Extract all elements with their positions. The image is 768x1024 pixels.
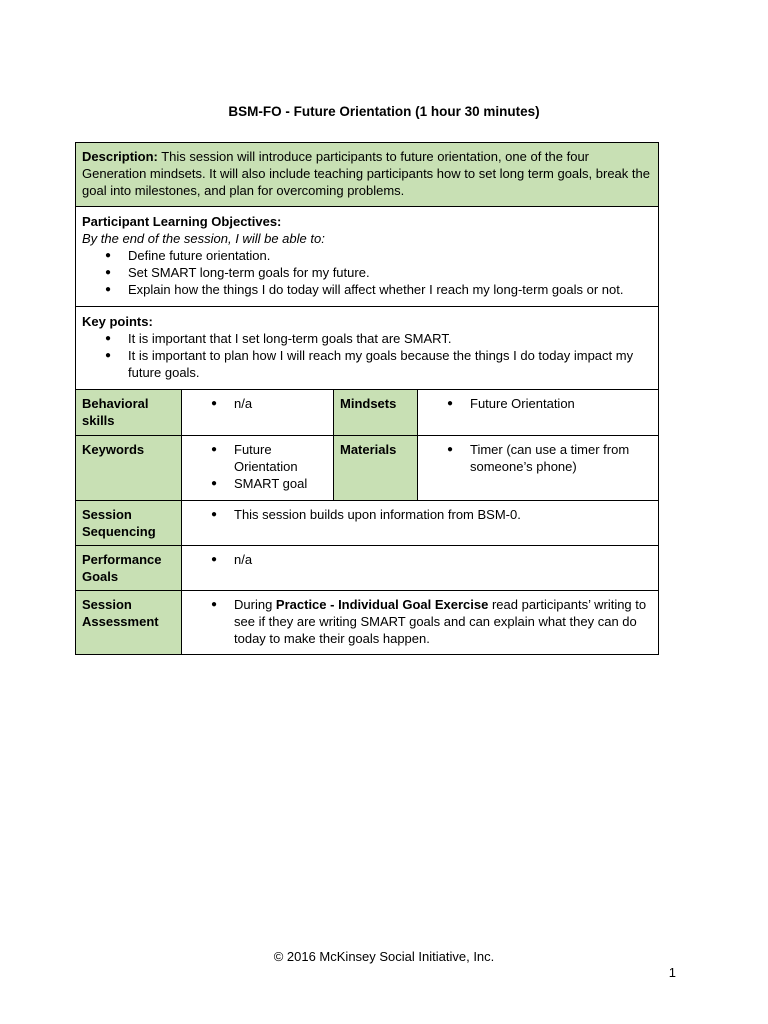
- behavioral-skills-list: [188, 395, 327, 412]
- description-cell: [76, 143, 659, 207]
- mindsets-label: Mindsets: [334, 390, 418, 436]
- list-item: ● n/a: [188, 551, 652, 568]
- list-item: ● Future Orientation: [188, 441, 327, 475]
- sequencing-cell: [182, 501, 659, 546]
- sequencing-label: Session Sequencing: [76, 501, 182, 546]
- behavioral-mindsets-row: [76, 390, 659, 436]
- assessment-list: [188, 596, 652, 647]
- keywords-cell: [182, 436, 334, 501]
- assessment-label: Session Assessment: [76, 591, 182, 655]
- sequencing-row: [76, 501, 659, 546]
- sequencing-list: [188, 506, 652, 523]
- objectives-heading: Participant Learning Objectives:: [82, 214, 282, 229]
- list-item: ● Define future orientation.: [82, 247, 652, 264]
- list-item: ● SMART goal: [188, 475, 327, 492]
- list-item: ● It is important to plan how I will reach my goals because the things I do today impact my future goals.: [82, 347, 652, 381]
- list-item: ● Timer (can use a timer from someone’s phone): [424, 441, 652, 475]
- key-points-list: [82, 330, 652, 381]
- assessment-row: [76, 591, 659, 655]
- mindsets-list: [424, 395, 652, 412]
- objectives-row: [76, 207, 659, 307]
- keywords-list: [188, 441, 327, 492]
- mindsets-cell: [418, 390, 659, 436]
- materials-cell: [418, 436, 659, 501]
- performance-list: [188, 551, 652, 568]
- behavioral-skills-label: Behavioral skills: [76, 390, 182, 436]
- list-item: ● n/a: [188, 395, 327, 412]
- list-item: ● Future Orientation: [424, 395, 652, 412]
- list-item: ● It is important that I set long-term goals that are SMART.: [82, 330, 652, 347]
- document-title: BSM-FO - Future Orientation (1 hour 30 minutes): [228, 104, 540, 119]
- key-points-heading: Key points:: [82, 314, 153, 329]
- key-points-cell: [76, 307, 659, 390]
- description-row: [76, 143, 659, 207]
- behavioral-skills-cell: [182, 390, 334, 436]
- description-text: This session will introduce participants to future orientation, one of the four Generation mindsets. It will also include teaching participants how to set long term goals, break the goal into milestones, and plan for overcoming problems.: [82, 149, 650, 198]
- performance-row: [76, 546, 659, 591]
- description-label: Description:: [82, 149, 158, 164]
- assessment-text-pre: During: [234, 597, 276, 612]
- list-item: [188, 596, 652, 647]
- key-points-row: [76, 307, 659, 390]
- objectives-cell: [76, 207, 659, 307]
- materials-list: [424, 441, 652, 475]
- performance-cell: [182, 546, 659, 591]
- assessment-cell: [182, 591, 659, 655]
- session-overview-table: [75, 142, 659, 655]
- page-number: 1: [668, 965, 676, 980]
- list-item: ● Set SMART long-term goals for my future.: [82, 264, 652, 281]
- list-item: ● Explain how the things I do today will affect whether I reach my long-term goals or not.: [82, 281, 652, 298]
- keywords-label: Keywords: [76, 436, 182, 501]
- materials-label: Materials: [334, 436, 418, 501]
- assessment-text-post: read participants’ writing to see if they are writing SMART goals and can explain what they can do today to make their goals happen.: [234, 597, 647, 646]
- list-item: ● This session builds upon information from BSM-0.: [188, 506, 652, 523]
- assessment-exercise-name: Practice - Individual Goal Exercise: [275, 597, 489, 612]
- keywords-materials-row: [76, 436, 659, 501]
- performance-label: Performance Goals: [76, 546, 182, 591]
- objectives-intro: By the end of the session, I will be able to:: [82, 231, 325, 246]
- objectives-list: [82, 247, 652, 298]
- copyright-footer: © 2016 McKinsey Social Initiative, Inc.: [273, 949, 495, 964]
